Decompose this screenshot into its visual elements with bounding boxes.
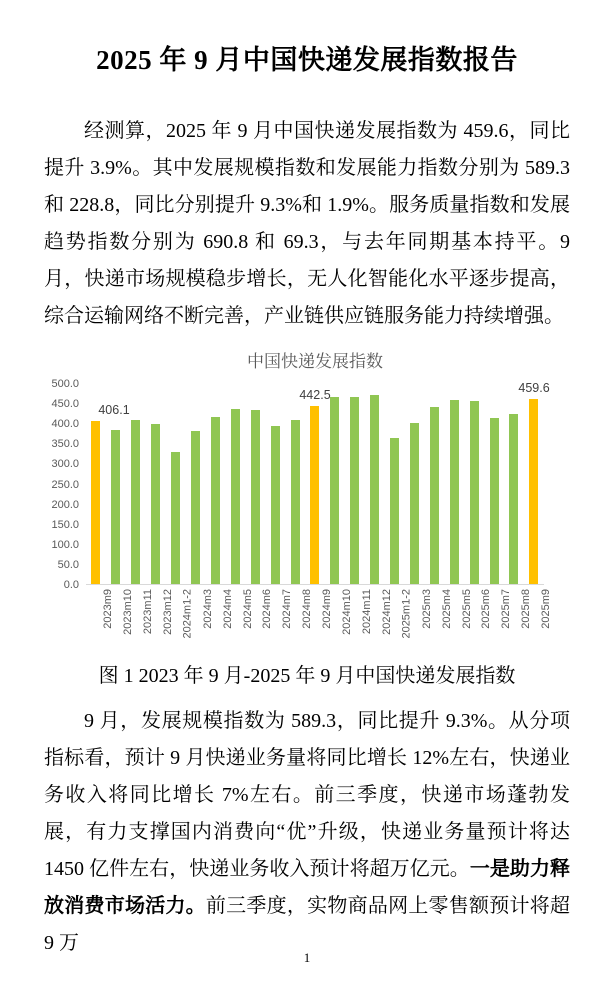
x-axis-slot xyxy=(405,585,433,649)
bar-slot xyxy=(245,384,265,584)
y-axis-tick-label: 250.0 xyxy=(51,478,79,491)
bar-slot xyxy=(225,384,245,584)
x-axis-slot xyxy=(265,585,294,649)
x-axis-slot xyxy=(126,585,154,649)
figure-1 xyxy=(44,347,570,695)
y-axis-tick-label: 450.0 xyxy=(51,398,79,411)
bar-slot xyxy=(484,384,504,584)
x-axis-tick-label: 2025m4 xyxy=(440,589,453,629)
y-axis-tick-label: 50.0 xyxy=(57,558,79,571)
x-axis-slot xyxy=(106,585,134,649)
x-axis-tick-label: 2024m12 xyxy=(380,589,393,635)
x-axis-tick-label: 2024m5 xyxy=(241,589,254,629)
bar-2024m11 xyxy=(350,397,359,584)
x-axis-tick-label: 2025m9 xyxy=(539,589,552,629)
x-axis-tick-label: 2024m7 xyxy=(281,589,294,629)
x-axis-tick-label: 2023m10 xyxy=(121,589,134,635)
bar-slot xyxy=(265,384,285,584)
x-axis-tick-label: 2024m3 xyxy=(201,589,214,629)
bar-2025m5 xyxy=(450,400,459,584)
bar-slot xyxy=(405,384,425,584)
x-axis-tick-label: 2025m7 xyxy=(500,589,513,629)
y-axis-tick-label: 100.0 xyxy=(51,538,79,551)
x-axis-tick-label: 2023m12 xyxy=(161,589,174,635)
bar-slot xyxy=(424,384,444,584)
bar-2024m12 xyxy=(370,395,379,584)
bar-slot xyxy=(285,384,305,584)
bar-2024m8 xyxy=(291,420,300,584)
x-axis-tick-label: 2025m6 xyxy=(480,589,493,629)
x-axis-tick-label: 2024m10 xyxy=(340,589,353,635)
bar-slot xyxy=(504,384,524,584)
page-number: 1 xyxy=(303,950,311,965)
bar-data-label: 442.5 xyxy=(299,388,331,403)
bar-data-label: 406.1 xyxy=(98,402,130,417)
x-axis-slot xyxy=(424,585,453,649)
bar-2025m1-2 xyxy=(390,438,399,584)
bar-slot xyxy=(305,384,325,584)
x-axis-tick-label: 2025m1-2 xyxy=(400,589,413,639)
y-axis-tick-label: 350.0 xyxy=(51,438,79,451)
bar-slot xyxy=(205,384,225,584)
x-axis-tick-label: 2024m6 xyxy=(261,589,274,629)
x-axis-tick-label: 2025m3 xyxy=(420,589,433,629)
bar-slot xyxy=(444,384,464,584)
bar-2024m10 xyxy=(330,397,339,584)
figure-caption: 图 1 2023 年 9 月-2025 年 9 月中国快递发展指数 xyxy=(98,665,516,687)
x-axis-slot xyxy=(166,585,194,649)
x-axis-tick-label: 2025m8 xyxy=(519,589,532,629)
bar-2025m4 xyxy=(430,407,439,584)
y-axis-tick-label: 150.0 xyxy=(51,518,79,531)
y-axis xyxy=(48,378,86,591)
bar-2024m3 xyxy=(191,431,200,584)
y-axis-tick-label: 400.0 xyxy=(51,418,79,431)
bar-2024m4 xyxy=(211,417,220,584)
x-axis-tick-label: 2023m9 xyxy=(101,589,114,629)
x-axis-tick-label: 2024m11 xyxy=(360,589,373,635)
bar-slot xyxy=(325,384,345,584)
bold-emphasis-text: 一是助力释放消费市场活力。 xyxy=(44,858,571,917)
x-axis-slot xyxy=(385,585,413,649)
bar-2024m6 xyxy=(251,410,260,584)
x-axis-slot xyxy=(345,585,373,649)
y-axis-tick-label: 300.0 xyxy=(51,458,79,471)
x-axis-slot xyxy=(225,585,254,649)
x-axis-slot xyxy=(365,585,393,649)
bar-slot xyxy=(385,384,405,584)
bar-2024m5 xyxy=(231,409,240,584)
y-axis-tick-label: 500.0 xyxy=(51,378,79,390)
x-axis-slot xyxy=(504,585,532,649)
x-axis-slot xyxy=(186,585,214,649)
x-axis-tick-label: 2024m8 xyxy=(301,589,314,629)
body-text-segment: 9 月，发展规模指数为 589.3，同比提升 9.3%。从分项指标看，预计 9 月快递业务量将同比增长 12%左右，快递业务收入将同比增长 7%左右。前三季度，快递市场蓬勃发展，有力支撑国内消费向“优”升级，快递业务量预计将达 1450 亿件左右，快递业务收入预计将超万亿元。 xyxy=(44,710,570,880)
x-axis-slot xyxy=(245,585,274,649)
x-axis-slot xyxy=(146,585,174,649)
x-axis-slot xyxy=(86,585,114,649)
x-axis-tick-label: 2024m9 xyxy=(320,589,333,629)
bar-slot xyxy=(146,384,166,584)
bar-slot xyxy=(524,384,544,584)
x-axis-slot xyxy=(205,585,234,649)
x-axis-tick-label: 2023m11 xyxy=(141,589,154,635)
chart-title: 中国快递发展指数 xyxy=(247,352,383,371)
x-axis-slot xyxy=(464,585,493,649)
bar-2025m9 xyxy=(529,399,538,584)
bar-2024m9 xyxy=(310,406,319,584)
bar-slot xyxy=(464,384,484,584)
bar-slot xyxy=(186,384,206,584)
bar-2024m7 xyxy=(271,426,280,584)
bar-2023m12 xyxy=(151,424,160,584)
bar-2025m8 xyxy=(509,414,518,584)
body-text-segment: 前三季度，实物商品网上零售额预计将超 9 万 xyxy=(44,895,571,954)
plot-area xyxy=(86,381,550,585)
bar-slot xyxy=(365,384,385,584)
bar-2023m9 xyxy=(91,421,100,584)
x-axis-tick-label: 2024m4 xyxy=(221,589,234,629)
bar-data-label: 459.6 xyxy=(518,381,550,396)
x-axis-slot xyxy=(285,585,314,649)
bar-2023m11 xyxy=(131,420,140,584)
x-axis xyxy=(86,585,552,649)
x-axis-slot xyxy=(444,585,473,649)
x-axis-slot xyxy=(484,585,513,649)
body-text-segment: 经测算，2025 年 9 月中国快递发展指数为 459.6，同比提升 3.9%。其中发展规模指数和发展能力指数分别为 589.3 和 228.8，同比分别提升 9.3%和 1.9%。服务质量指数和发展趋势指数分别为 690.8 和 69.3，与去年同期基本持平。9 月，快递市场规模稳步增长，无人化智能化水平逐步提高，综合运输网络不断完善，产业链供应链服务能力持续增强。 xyxy=(44,120,570,327)
intro-paragraph xyxy=(44,113,570,335)
bar-2025m6 xyxy=(470,401,479,584)
bar-2025m7 xyxy=(490,418,499,584)
bar-2025m3 xyxy=(410,423,419,584)
x-axis-slot xyxy=(325,585,353,649)
x-axis-slot xyxy=(305,585,333,649)
chart-plot-region xyxy=(48,378,560,591)
x-axis-tick-label: 2024m1-2 xyxy=(181,589,194,639)
bar-2024m1-2 xyxy=(171,452,180,584)
x-axis-slot xyxy=(524,585,552,649)
bar-slot xyxy=(166,384,186,584)
analysis-paragraph xyxy=(44,703,570,962)
y-axis-tick-label: 0.0 xyxy=(63,579,79,591)
y-axis-tick-label: 200.0 xyxy=(51,498,79,511)
x-axis-tick-label: 2025m5 xyxy=(460,589,473,629)
report-title: 2025 年 9 月中国快递发展指数报告 xyxy=(96,45,518,75)
bar-chart xyxy=(48,347,560,649)
bar-2023m10 xyxy=(111,430,120,584)
bar-slot xyxy=(345,384,365,584)
